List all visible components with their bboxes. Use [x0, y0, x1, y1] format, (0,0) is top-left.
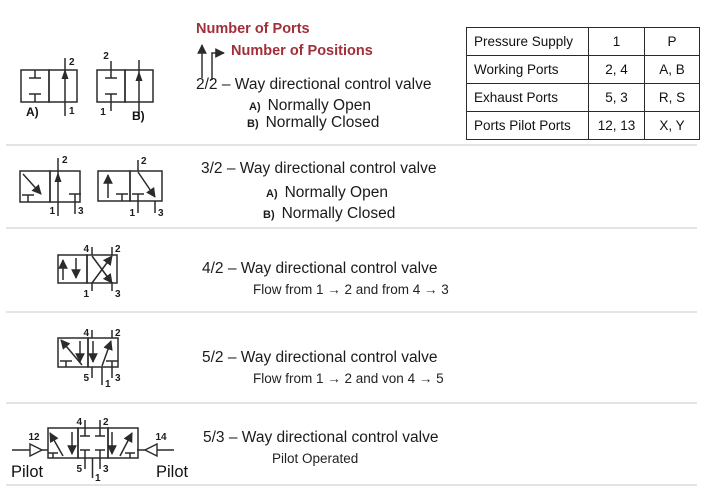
port-designation-table — [466, 27, 700, 140]
table-cell: 5, 3 — [589, 84, 645, 112]
valve-4-2-flow-note: Flow from 1 → 2 and from 4 → 3 — [253, 282, 449, 297]
valve-body — [98, 160, 162, 213]
valve-3-2-title: 3/2 – Way directional control valve — [201, 160, 437, 177]
section-divider — [6, 311, 697, 313]
section-divider — [6, 227, 697, 229]
port-label-bottom: 1 — [69, 106, 75, 117]
option-key: B) — [247, 118, 259, 130]
port-label-bottom-left: 1 — [83, 289, 89, 300]
diagram-label-a: A) — [26, 105, 39, 119]
up-arrow-icon — [136, 71, 143, 81]
port-label-top: 2 — [62, 155, 68, 166]
option-key: A) — [266, 188, 278, 200]
port-label-bottom-mid: 1 — [95, 473, 101, 484]
port-label-bottom-right: 3 — [103, 464, 109, 475]
valve-2-2-option-a — [249, 97, 371, 115]
port-label-bottom: 1 — [100, 107, 106, 118]
port-label-bottom-left: 1 — [49, 206, 55, 217]
port-label-top-right: 2 — [115, 244, 121, 255]
table-cell: X, Y — [659, 118, 685, 133]
up-arrow-icon — [55, 172, 62, 182]
option-key: A) — [249, 101, 261, 113]
port-label-top-left: 4 — [83, 244, 89, 255]
section-divider — [6, 484, 697, 486]
blocked-port-tees-top — [80, 428, 105, 436]
flow-arrow — [23, 174, 41, 194]
valve-4-2-title: 4/2 – Way directional control valve — [202, 260, 438, 277]
port-label-top: 2 — [103, 51, 109, 62]
port-label-bottom-right: 3 — [78, 206, 84, 217]
pilot-label-left: Pilot — [11, 463, 44, 481]
blocked-port-tees-bottom — [80, 450, 105, 458]
valve-2-2-a-symbol — [15, 48, 97, 126]
diagram-label-b: B) — [132, 109, 145, 123]
valve-5-2-title: 5/2 – Way directional control valve — [202, 349, 438, 366]
table-cell: 1 — [589, 28, 645, 56]
port-label-top: 2 — [141, 156, 147, 167]
table-cell: R, S — [645, 84, 699, 112]
option-text: Normally Open — [284, 184, 388, 201]
pilot-triangle-icon — [30, 444, 42, 456]
port-label-bottom-right: 3 — [115, 289, 121, 300]
ports-annotation-label: Number of Ports — [196, 21, 310, 37]
valve-4-2-symbol — [52, 240, 134, 302]
port-label-top-right: 2 — [115, 328, 121, 339]
port-label-bottom-left: 5 — [83, 373, 89, 384]
valve-3-2-b-symbol — [86, 150, 178, 226]
table-cell: 12, 13 — [589, 112, 645, 139]
pilot-label-right: Pilot — [156, 463, 189, 481]
pilot-port-label-left: 12 — [28, 432, 40, 443]
table-cell: A, B — [645, 56, 699, 84]
pilot-triangle-icon — [145, 444, 157, 456]
valve-5-2-flow-note: Flow from 1 → 2 and von 4 → 5 — [253, 371, 444, 386]
table-cell: 2, 4 — [589, 56, 645, 84]
flow-arrow — [102, 341, 111, 366]
table-cell: Pressure Supply — [467, 28, 589, 56]
positions-annotation-label: Number of Positions — [231, 43, 373, 59]
option-text: Normally Closed — [281, 205, 396, 222]
port-label-top-right: 2 — [103, 417, 109, 428]
port-label-bottom-right: 3 — [115, 373, 121, 384]
option-key: B) — [263, 209, 275, 221]
table-cell: Exhaust Ports — [467, 84, 589, 112]
pilot-port-label-right: 14 — [155, 432, 167, 443]
blocked-port-tee — [29, 94, 41, 102]
port-label-bottom-mid: 1 — [105, 379, 111, 390]
valve-2-2-title: 2/2 – Way directional control valve — [196, 76, 432, 93]
port-label-bottom-right: 3 — [158, 208, 164, 219]
blocked-port-tee — [105, 70, 117, 78]
port-label-top: 2 — [69, 57, 75, 68]
valve-5-3-symbol — [3, 412, 203, 494]
valve-3-2-option-b — [263, 205, 395, 223]
table-cell: Ports Pilot Ports — [467, 112, 589, 139]
valve-2-2-b-symbol — [91, 45, 175, 125]
section-divider — [6, 144, 697, 146]
valve-5-3-pilot-note: Pilot Operated — [272, 451, 359, 466]
port-label-bottom-left: 5 — [76, 464, 82, 475]
blocked-port-tee — [29, 70, 41, 78]
port-label-top-left: 4 — [76, 417, 82, 428]
valve-5-3-title: 5/3 – Way directional control valve — [203, 429, 439, 446]
valve-2-2-option-b — [247, 114, 379, 132]
port-label-top-left: 4 — [83, 328, 89, 339]
option-text: Normally Open — [267, 97, 371, 114]
blocked-port-tee — [60, 361, 72, 367]
table-cell: P — [645, 28, 699, 56]
option-text: Normally Closed — [265, 114, 380, 131]
table-cell: Working Ports — [467, 56, 589, 84]
valve-3-2-option-a — [266, 184, 388, 202]
section-divider — [6, 402, 697, 404]
valve-5-2-symbol — [52, 326, 134, 394]
blocked-port-tee — [22, 195, 34, 202]
blocked-port-tee — [116, 194, 128, 201]
blocked-port-tee — [105, 94, 117, 102]
port-label-bottom-left: 1 — [129, 208, 135, 219]
